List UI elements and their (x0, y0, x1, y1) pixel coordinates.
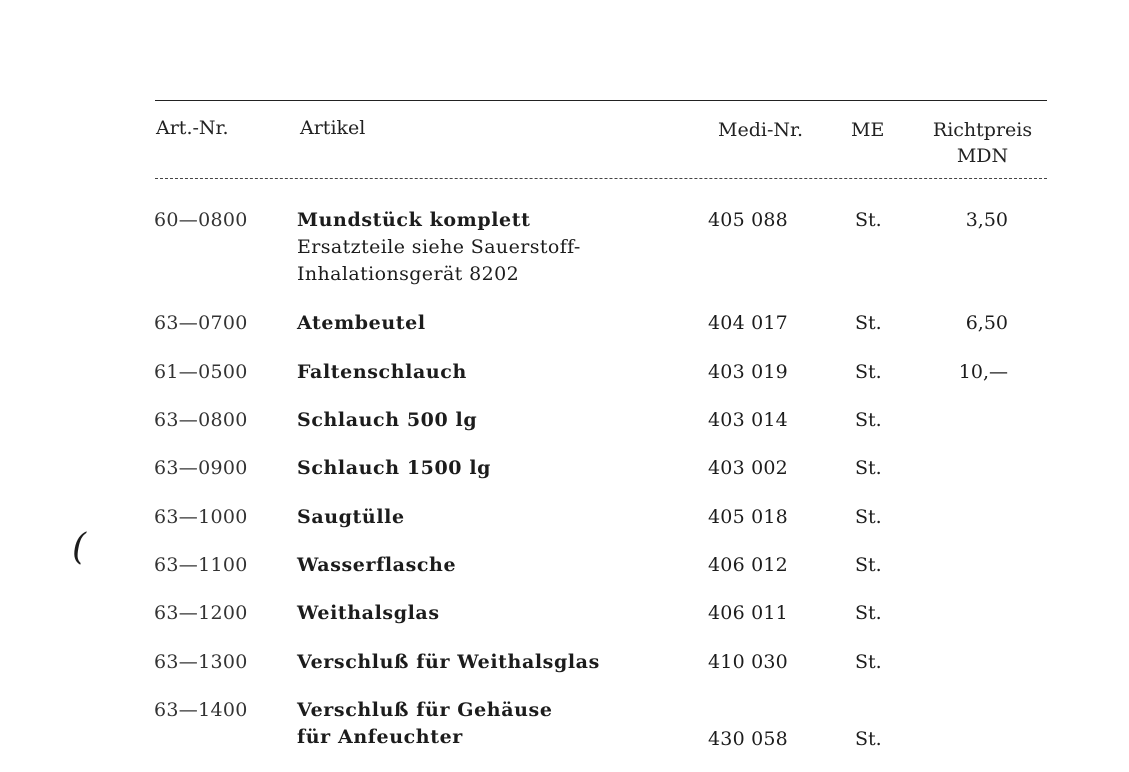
artikel-name: Verschluß für Weithalsglas (297, 651, 600, 673)
margin-mark: ( (72, 527, 87, 568)
me-cell: St. (855, 409, 882, 431)
artikel-cell (297, 552, 697, 579)
art-nr-cell: 63—1400 (154, 699, 248, 721)
header-richtpreis-label: Richtpreis (932, 119, 1033, 141)
artikel-cell (297, 504, 697, 531)
medi-nr-cell: 430 058 (708, 728, 788, 750)
me-cell: St. (855, 361, 882, 383)
me-cell: St. (855, 651, 882, 673)
price-cell: 6,50 (965, 312, 1008, 334)
header-art-nr: Art.-Nr. (156, 117, 229, 139)
art-nr-cell: 63—0800 (154, 409, 248, 431)
me-cell: St. (855, 312, 882, 334)
header-me: ME (851, 119, 885, 141)
artikel-name: Schlauch 1500 lg (297, 457, 492, 479)
medi-nr-cell: 406 011 (708, 602, 788, 624)
artikel-cell (297, 207, 697, 288)
price-cell: 10,— (958, 361, 1008, 383)
art-nr-cell: 63—1000 (154, 506, 248, 528)
artikel-cell (297, 359, 697, 386)
art-nr-cell: 63—0900 (154, 457, 248, 479)
artikel-cell (297, 697, 697, 751)
medi-nr-cell: 410 030 (708, 651, 788, 673)
me-cell: St. (855, 506, 882, 528)
me-cell: St. (855, 457, 882, 479)
price-cell: 3,50 (965, 209, 1008, 231)
artikel-name: Faltenschlauch (297, 361, 467, 383)
header-mdn-label: MDN (956, 145, 1009, 167)
artikel-cell (297, 407, 697, 434)
artikel-name: Wasserflasche (297, 554, 457, 576)
medi-nr-cell: 403 002 (708, 457, 788, 479)
me-cell: St. (855, 554, 882, 576)
art-nr-cell: 60—0800 (154, 209, 248, 231)
art-nr-cell: 63—1100 (154, 554, 248, 576)
header-bottom-rule (155, 178, 1047, 179)
header-artikel: Artikel (300, 117, 366, 139)
art-nr-cell: 63—1300 (154, 651, 248, 673)
me-cell: St. (855, 209, 882, 231)
medi-nr-cell: 405 088 (708, 209, 788, 231)
artikel-cell (297, 600, 697, 627)
artikel-cell (297, 649, 697, 676)
art-nr-cell: 61—0500 (154, 361, 248, 383)
artikel-note: Ersatzteile siehe Sauerstoff- (297, 236, 581, 258)
artikel-cell (297, 310, 697, 337)
artikel-name-continued: für Anfeuchter (297, 726, 463, 748)
header-medi-nr: Medi-Nr. (718, 119, 804, 141)
me-cell: St. (855, 602, 882, 624)
artikel-cell (297, 455, 697, 482)
artikel-name: Mundstück komplett (297, 209, 531, 231)
medi-nr-cell: 403 019 (708, 361, 788, 383)
medi-nr-cell: 403 014 (708, 409, 788, 431)
medi-nr-cell: 404 017 (708, 312, 788, 334)
medi-nr-cell: 406 012 (708, 554, 788, 576)
artikel-name: Atembeutel (297, 312, 426, 334)
artikel-name: Schlauch 500 lg (297, 409, 478, 431)
me-cell: St. (855, 728, 882, 750)
art-nr-cell: 63—1200 (154, 602, 248, 624)
table-top-rule (155, 100, 1047, 101)
medi-nr-cell: 405 018 (708, 506, 788, 528)
art-nr-cell: 63—0700 (154, 312, 248, 334)
artikel-name: Verschluß für Gehäuse (297, 699, 553, 721)
artikel-name: Weithalsglas (297, 602, 440, 624)
header-richtpreis (920, 117, 1045, 169)
artikel-name: Saugtülle (297, 506, 405, 528)
artikel-note: Inhalationsgerät 8202 (297, 263, 520, 285)
